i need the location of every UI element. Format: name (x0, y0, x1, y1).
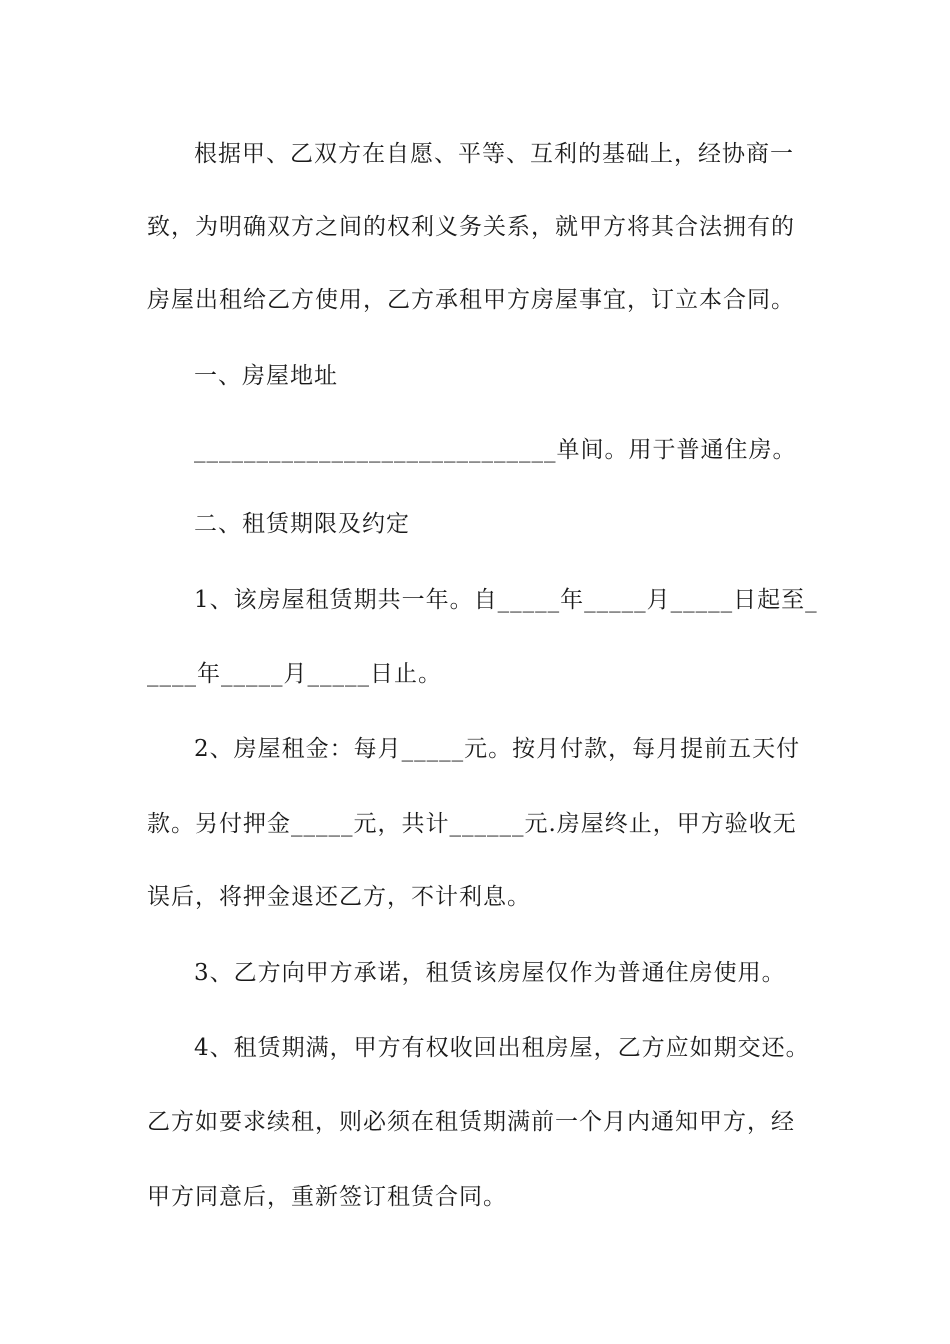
section-heading: 一、房屋地址 (194, 363, 338, 389)
paragraph-line: 乙方如要求续租，则必须在租赁期满前一个月内通知甲方，经 (147, 1109, 795, 1135)
paragraph-line: 2、房屋租金：每月_____元。按月付款，每月提前五天付 (194, 736, 801, 762)
paragraph-line: 款。另付押金_____元，共计______元.房屋终止，甲方验收无 (147, 811, 797, 837)
paragraph-line: 甲方同意后，重新签订租赁合同。 (147, 1184, 507, 1210)
section-heading: 二、租赁期限及约定 (194, 511, 410, 537)
paragraph-line: _____________________________单间。用于普通住房。 (194, 437, 797, 463)
paragraph-line: 致，为明确双方之间的权利义务关系，就甲方将其合法拥有的 (147, 214, 795, 240)
paragraph-line: 4、租赁期满，甲方有权收回出租房屋，乙方应如期交还。 (194, 1035, 810, 1061)
paragraph-line: ____年_____月_____日止。 (147, 661, 442, 687)
paragraph-line: 房屋出租给乙方使用，乙方承租甲方房屋事宜，订立本合同。 (147, 287, 795, 313)
paragraph-line: 根据甲、乙双方在自愿、平等、互利的基础上，经协商一 (194, 141, 794, 167)
paragraph-line: 误后，将押金退还乙方，不计利息。 (147, 884, 531, 910)
paragraph-line: 3、乙方向甲方承诺，租赁该房屋仅作为普通住房使用。 (194, 960, 786, 986)
paragraph-line: 1、该房屋租赁期共一年。自_____年_____月_____日起至_ (194, 587, 818, 613)
